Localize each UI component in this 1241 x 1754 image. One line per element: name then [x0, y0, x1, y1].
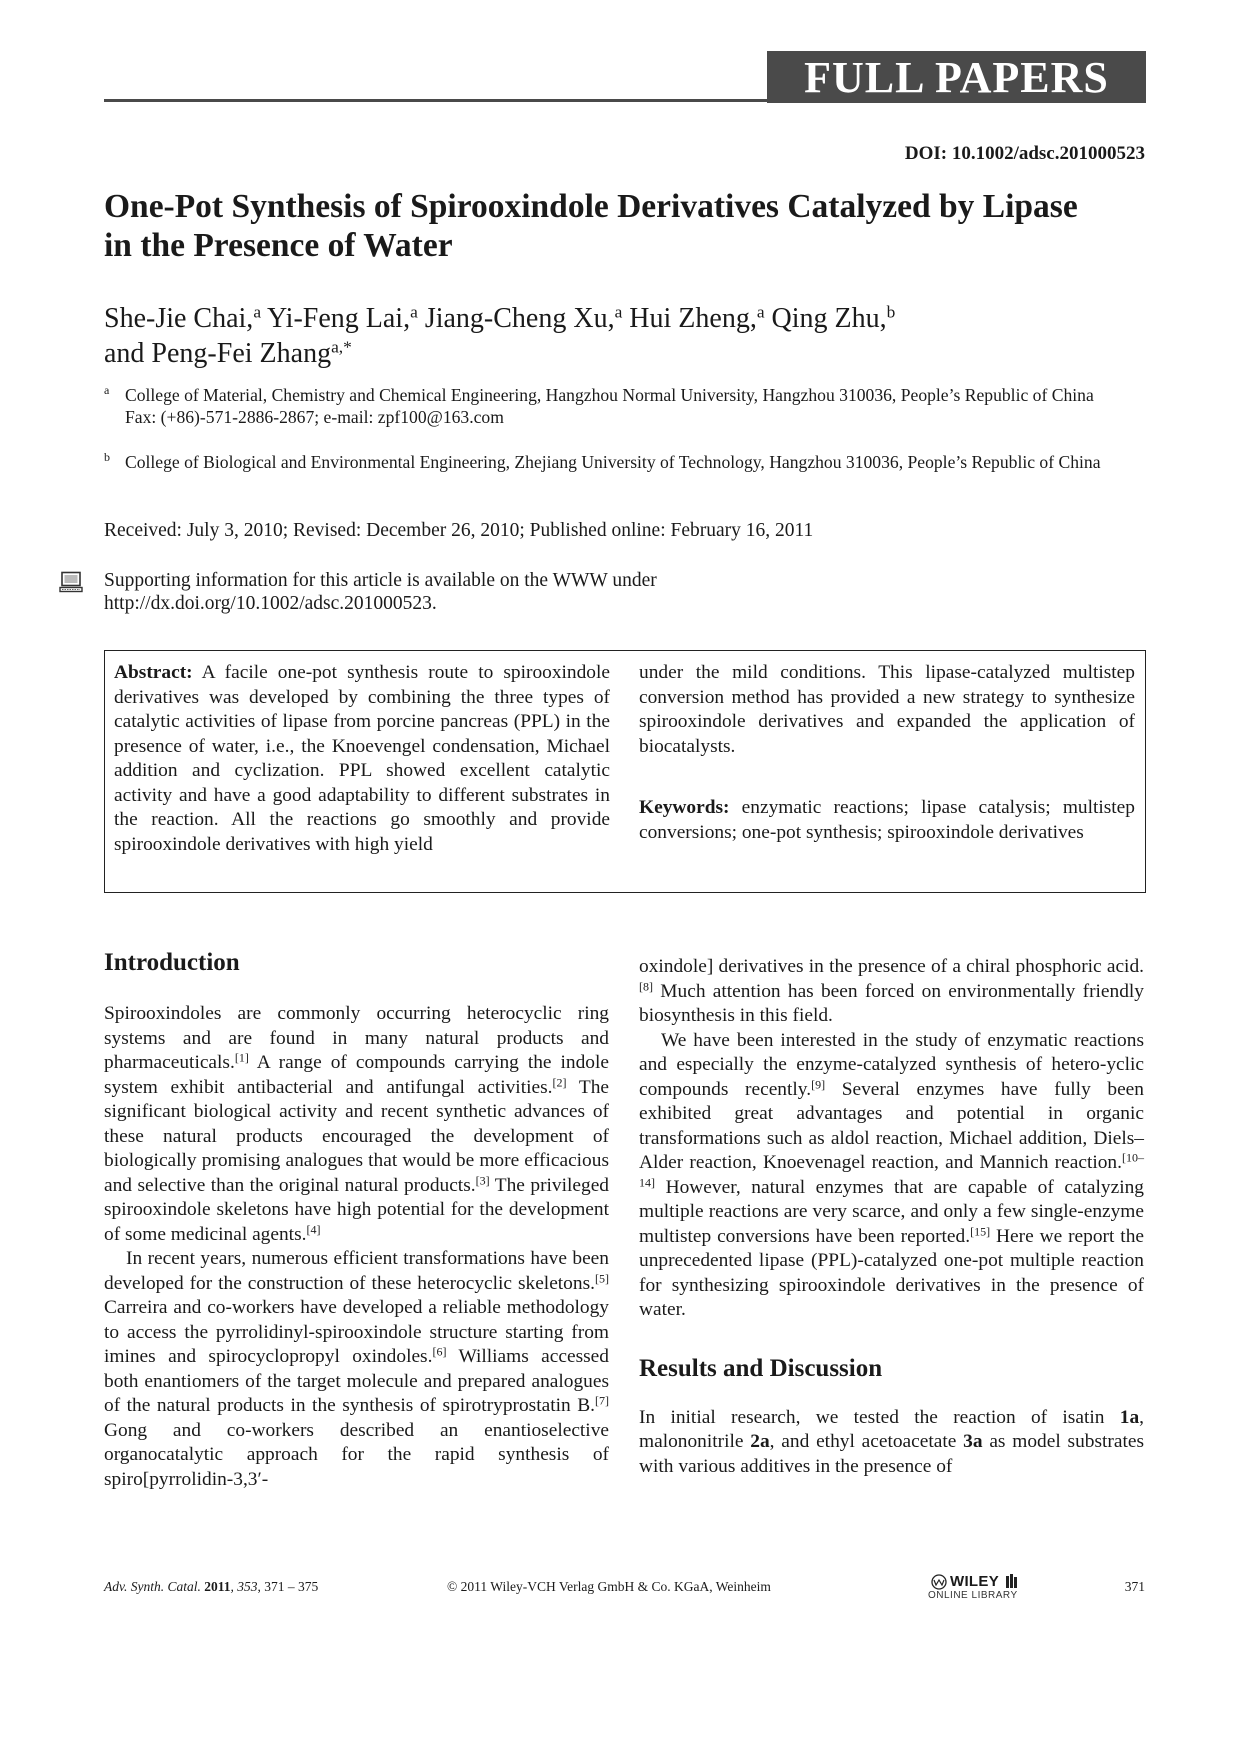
body-text: The significant biological activity and recent synthetic advances of these natural products encouraged the development of biologically promising analogues that would be more efficacious and selective than the original natural products. [104, 1076, 609, 1196]
paragraph [104, 1247, 609, 1492]
received-dates: Received: July 3, 2010; Revised: December 26, 2010; Published online: February 16, 2011 [104, 520, 814, 541]
compound-label: 1a [1119, 1406, 1140, 1428]
citation[interactable]: [8] [639, 978, 654, 993]
affiliation-text: College of Biological and Environmental Engineering, Zhejiang University of Technology, Hangzhou 310036, People’s Republic of China [125, 452, 1101, 472]
author-affiliation-mark: a [614, 302, 623, 322]
author-line-1 [104, 301, 1124, 336]
abstract-right-column [639, 661, 1135, 845]
citation[interactable]: [6] [432, 1344, 447, 1359]
author-name: Hui Zheng, [622, 303, 757, 334]
body-text: Much attention has been forced on environmentally friendly biosynthesis in this field. [639, 980, 1144, 1026]
paragraph [639, 1406, 1144, 1480]
wiley-name: WILEY [950, 1573, 999, 1590]
supporting-info [104, 569, 657, 615]
keywords-text: enzymatic reactions; lipase catalysis; multistep conversions; one-pot synthesis; spirooxindole derivatives [639, 797, 1135, 843]
introduction-heading: Introduction [104, 949, 240, 976]
wiley-seal-icon [930, 1574, 948, 1590]
paragraph [639, 955, 1144, 1029]
citation[interactable]: [3] [475, 1172, 490, 1187]
computer-icon [59, 571, 83, 593]
keywords [639, 796, 1135, 845]
affiliation-b [104, 451, 1144, 473]
affiliation-text: College of Material, Chemistry and Chemical Engineering, Hangzhou Normal University, Hangzhou 310036, People’s Republic of China [125, 385, 1094, 405]
author-affiliation-mark: a [253, 302, 262, 322]
author-affiliation-mark: a,* [331, 337, 352, 357]
footer-copyright: © 2011 Wiley-VCH Verlag GmbH & Co. KGaA, Weinheim [447, 1579, 771, 1594]
journal-pages: , 371 – 375 [257, 1579, 319, 1594]
citation[interactable]: [1] [234, 1050, 249, 1065]
citation[interactable]: [10–14] [639, 1150, 1144, 1189]
body-text: In initial research, we tested the reaction of isatin [639, 1406, 1120, 1428]
books-icon [1006, 1574, 1018, 1589]
body-text: The privileged spirooxindole skeletons have high potential for the development of some medicinal agents. [104, 1174, 609, 1245]
body-right-column [639, 955, 1144, 1479]
abstract-left-column [114, 661, 610, 857]
wiley-online-library-logo[interactable] [928, 1573, 1018, 1603]
compound-label: 3a [963, 1431, 983, 1452]
abstract-text-continued: under the mild conditions. This lipase-catalyzed multistep conversion method has provided a new strategy to synthesize spirooxindole derivatives and expanded the application of biocatalysts. [639, 662, 1135, 757]
body-text: Spirooxindoles are commonly occurring heterocyclic ring systems and are found in many natural products and pharmaceuticals. [104, 1003, 609, 1073]
body-text: Carreira and co-workers have developed a reliable methodology to access the pyrrolidinyl-spirooxindole structure starting from imines and spirocyclopropyl oxindoles. [104, 1297, 609, 1367]
citation[interactable]: [15] [970, 1223, 991, 1238]
body-text: Several enzymes have fully been exhibited great advantages and potential in organic transformations such as aldol reaction, Michael addition, Diels–Alder reaction, Knoevenagel reaction, and Mannich reaction. [639, 1078, 1144, 1173]
body-text: However, natural enzymes that are capable of catalyzing multiple reactions are very scarce, and only a few single-enzyme multistep conversions have been reported. [639, 1176, 1144, 1247]
body-text: as model substrates with various additives in the presence of [639, 1431, 1144, 1477]
section-tag: FULL PAPERS [767, 51, 1146, 103]
body-text: In recent years, numerous efficient transformations have been developed for the construction of these heterocyclic skeletons. [104, 1248, 609, 1294]
compound-label: 2a [750, 1431, 770, 1452]
author-name: and Peng-Fei Zhang [104, 338, 332, 369]
paragraph [639, 1029, 1144, 1323]
citation[interactable]: [7] [594, 1393, 609, 1408]
journal-name: Adv. Synth. Catal. [104, 1579, 201, 1594]
author-name: She-Jie Chai, [104, 303, 254, 334]
author-affiliation-mark: a [756, 302, 765, 322]
citation[interactable]: [4] [306, 1221, 321, 1236]
supporting-info-text: Supporting information for this article is available on the WWW under [104, 570, 657, 591]
affiliation-contact[interactable]: Fax: (+86)-571-2886-2867; e-mail: zpf100@163.com [125, 407, 504, 427]
citation[interactable]: [2] [552, 1074, 567, 1089]
citation[interactable]: [9] [811, 1076, 826, 1091]
body-text: Here we report the unprecedented lipase (PPL)-catalyzed one-pot multiple reaction for synthesizing spirooxindole derivatives in the presence of water. [639, 1225, 1144, 1320]
affiliation-mark: a [104, 383, 110, 397]
body-text: Gong and co-workers described an enantioselective organocatalytic approach for the rapid synthesis of spiro[pyrrolidin-3,3′- [104, 1419, 609, 1490]
author-affiliation-mark: a [410, 302, 418, 322]
wiley-library-label: ONLINE LIBRARY [928, 1590, 1018, 1601]
body-left-column [104, 948, 609, 1492]
body-text: , malononitrile [639, 1406, 1144, 1452]
page-number: 371 [1124, 1579, 1145, 1594]
abstract-box [104, 650, 1146, 893]
paragraph [104, 1002, 609, 1247]
body-text: Williams accessed both enantiomers of the target molecule and prepared analogues of the natural products in the synthesis of spirotryprostatin B. [104, 1346, 609, 1416]
author-list [104, 301, 1124, 371]
body-text: We have been interested in the study of enzymatic reactions and especially the enzyme-catalyzed synthesis of hetero-yclic compounds recently. [639, 1029, 1144, 1100]
journal-volume: , 353 [230, 1579, 258, 1594]
citation[interactable]: [5] [594, 1270, 609, 1285]
author-name: Yi-Feng Lai, [261, 303, 411, 334]
abstract-label: Abstract: [114, 662, 193, 683]
footer-journal-citation [104, 1579, 318, 1595]
doi[interactable]: DOI: 10.1002/adsc.201000523 [904, 143, 1145, 164]
body-text: oxindole] derivatives in the presence of a chiral phosphoric acid. [639, 956, 1144, 977]
author-name: Jiang-Cheng Xu, [417, 303, 615, 334]
author-affiliation-mark: b [886, 302, 896, 322]
keywords-label: Keywords: [639, 797, 730, 818]
results-heading: Results and Discussion [639, 1354, 883, 1382]
affiliation-mark: b [104, 450, 110, 464]
supporting-info-link[interactable]: http://dx.doi.org/10.1002/adsc.201000523. [104, 593, 437, 614]
article-title: One-Pot Synthesis of Spirooxindole Derivatives Catalyzed by Lipase in the Presence of Water [104, 188, 1078, 264]
body-text: A range of compounds carrying the indole system exhibit antibacterial and antifungal activities. [104, 1052, 609, 1098]
body-text: , and ethyl acetoacetate [769, 1431, 964, 1452]
affiliation-a [104, 384, 1144, 428]
author-line-2 [104, 336, 1124, 371]
abstract-text: A facile one-pot synthesis route to spirooxindole derivatives was developed by combining the three types of catalytic activities of lipase from porcine pancreas (PPL) in the presence of water, i.e., the Knoevengel condensation, Michael addition and cyclization. PPL showed excellent catalytic activity and have a good adaptability to different substrates in the reaction. All the reactions go smoothly and provide spirooxindole derivatives with high yield [114, 662, 610, 855]
author-name: Qing Zhu, [764, 303, 887, 334]
journal-year: 2011 [200, 1579, 231, 1594]
